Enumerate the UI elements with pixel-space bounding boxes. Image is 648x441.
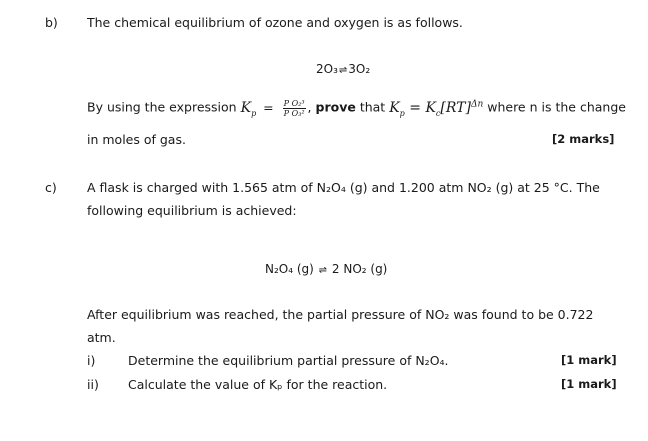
part-c-after-line2: atm. [87, 330, 116, 345]
equilibrium-arrow-icon: ⇌ [338, 65, 348, 76]
sub-question-label: i) [87, 353, 96, 368]
ozone-equilibrium-equation [316, 62, 370, 76]
kp-fraction [283, 99, 306, 118]
equation-right: 3O₂ [348, 62, 371, 76]
sub-question-text: Calculate the value of Kₚ for the reaction. [128, 377, 388, 392]
sub-question-marks: [1 mark] [561, 377, 617, 391]
equation-left: 2O₃ [316, 62, 338, 76]
sub-question-text: Determine the equilibrium partial pressure of N₂O₄. [128, 353, 449, 368]
part-b-label: b) [45, 15, 58, 30]
part-c-after-line1: After equilibrium was reached, the partial pressure of NO₂ was found to be 0.722 [87, 307, 594, 322]
expression-line [87, 90, 626, 118]
equation-left: N₂O₄ (g) [265, 262, 314, 276]
part-b-marks: [2 marks] [552, 132, 615, 146]
expression-suffix: where n is the change [487, 99, 626, 115]
fraction-numerator: P O₂³ [283, 98, 305, 108]
equals-sign: = [263, 99, 274, 115]
sub-question-marks: [1 mark] [561, 353, 617, 367]
part-b-continuation: in moles of gas. [87, 132, 186, 147]
equation-right: 2 NO₂ (g) [331, 262, 388, 276]
part-c-line2: following equilibrium is achieved: [87, 203, 297, 218]
comma: , [307, 99, 312, 115]
that-word: that [359, 99, 386, 115]
part-c-line1: A flask is charged with 1.565 atm of N₂O₄ (g) and 1.200 atm NO₂ (g) at 25 °C. The [87, 180, 600, 195]
delta-n-exponent: Δn [470, 99, 484, 109]
fraction-denominator: P O₃² [283, 108, 305, 118]
equilibrium-arrow-icon: ⇌ [318, 265, 328, 276]
kp-kc-relation: $K_p = K_c[RT]^{\Delta n}$ [389, 99, 484, 118]
part-c-label: c) [45, 180, 57, 195]
sub-question-label: ii) [87, 377, 99, 392]
n2o4-equilibrium-equation [265, 262, 387, 276]
part-b-intro: The chemical equilibrium of ozone and oxygen is as follows. [87, 15, 463, 30]
expression-prefix: By using the expression [87, 99, 237, 115]
kp-symbol: $K_p$ [240, 99, 257, 118]
prove-word: prove [315, 99, 356, 115]
